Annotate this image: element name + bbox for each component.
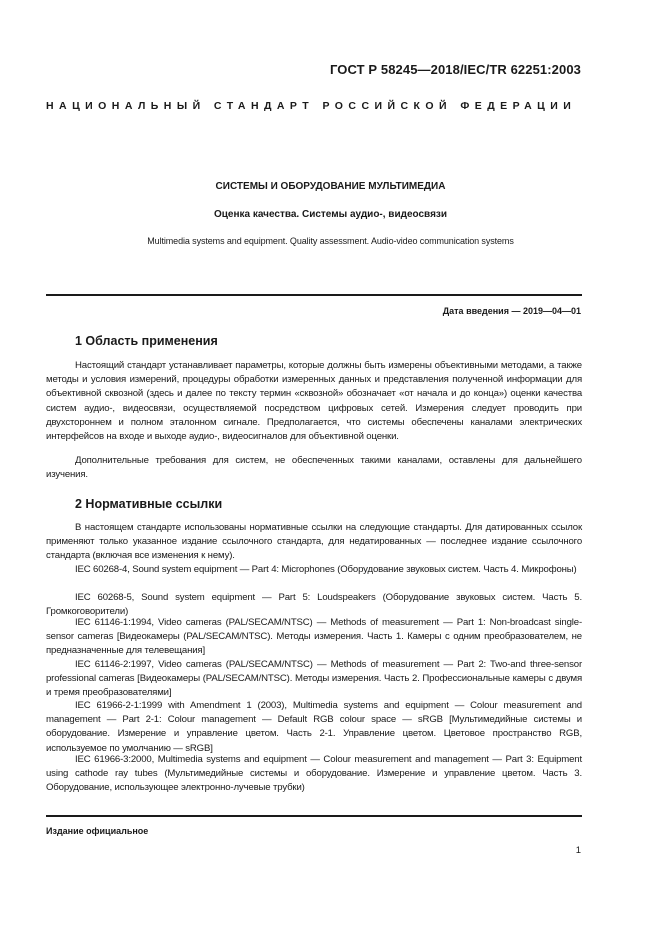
top-divider [46, 294, 582, 296]
document-code: ГОСТ Р 58245—2018/IEC/TR 62251:2003 [329, 62, 581, 77]
section-1-paragraph: Настоящий стандарт устанавливает параметры, которые должны быть измерены объективными методами, а также методы и условия измерений, процедуры обработки измеренных данных и представления полученной информации для объективной сквозной (здесь и далее по тексту термин «сквозной» обозначает «от начала и до конца») оценки качества систем аудио-, видеосвязи, осуществляемой посредством цифровых сетей. Измерения следует проводить при двухстороннем и полном эталонном сигнале. Предполагается, что системы обеспечены каналами электрических интерфейсов на входе и выходе аудио-, видеосигналов для объективной оценки. [46, 360, 582, 443]
national-standard-label: НАЦИОНАЛЬНЫЙ СТАНДАРТ РОССИЙСКОЙ ФЕДЕРАЦИИ [46, 100, 577, 112]
section-2-heading: 2 Нормативные ссылки [75, 497, 223, 511]
reference-item: IEC 60268-4, Sound system equipment — Part 4: Microphones (Оборудование звуковых систем. Часть 4. Микрофоны) [75, 564, 577, 575]
introduction-date: Дата введения — 2019—04—01 [442, 306, 581, 316]
reference-item: IEC 61146-1:1994, Video cameras (PAL/SECAM/NTSC) — Methods of measurement — Part 1: Non-broadcast single-sensor cameras [Видеокамеры (PAL/SECAM/NTSC). Методы измерения. Часть 1. Камеры с одним преобразователем, не предназначенные для телевещания] [46, 617, 582, 657]
reference-item: IEC 61146-2:1997, Video cameras (PAL/SECAM/NTSC) — Methods of measurement — Part 2: Two-and three-sensor professional cameras [Видеокамеры (PAL/SECAM/NTSC). Методы измерения. Часть 2. Профессиональные камеры с двумя и тремя преобразователями] [46, 659, 582, 699]
reference-item: IEC 61966-3:2000, Multimedia systems and equipment — Colour measurement and management — Part 3: Equipment using cathode ray tubes (Мультимедийные системы и оборудование. Измерение и управление цветом. Часть 3. Оборудование, использующее электронно-лучевые трубки) [46, 754, 582, 794]
section-1-paragraph: Дополнительные требования для систем, не обеспеченных такими каналами, оставлены для дальнейшего изучения. [46, 455, 582, 481]
document-title-english: Multimedia systems and equipment. Quality assessment. Audio-video communication systems [147, 236, 514, 246]
bottom-divider [46, 815, 582, 817]
page-number: 1 [575, 845, 581, 856]
section-2-paragraph: В настоящем стандарте использованы нормативные ссылки на следующие стандарты. Для датированных ссылок применяют только указанное издание ссылочного стандарта, для недатированных — последнее издание ссылочного стандарта (включая все изменения к нему). [46, 522, 582, 562]
reference-item: IEC 60268-5, Sound system equipment — Part 5: Loudspeakers (Оборудование звуковых систем. Часть 5. Громкоговорители) [46, 592, 582, 618]
document-subtitle: Оценка качества. Системы аудио-, видеосвязи [213, 209, 448, 220]
section-1-heading: 1 Область применения [75, 334, 218, 348]
document-title: СИСТЕМЫ И ОБОРУДОВАНИЕ МУЛЬТИМЕДИА [215, 181, 446, 192]
reference-item: IEC 61966-2-1:1999 with Amendment 1 (2003), Multimedia systems and equipment — Colour measurement and management — Part 2-1: Colour management — Default RGB colour space — sRGB [Мультимедийные системы и оборудование. Измерение и управление цветом. Часть 2-1. Управление цветом. Цветовое пространство RGB, используемое по умолчанию — sRGB] [46, 700, 582, 754]
official-edition-label: Издание официальное [46, 826, 149, 836]
